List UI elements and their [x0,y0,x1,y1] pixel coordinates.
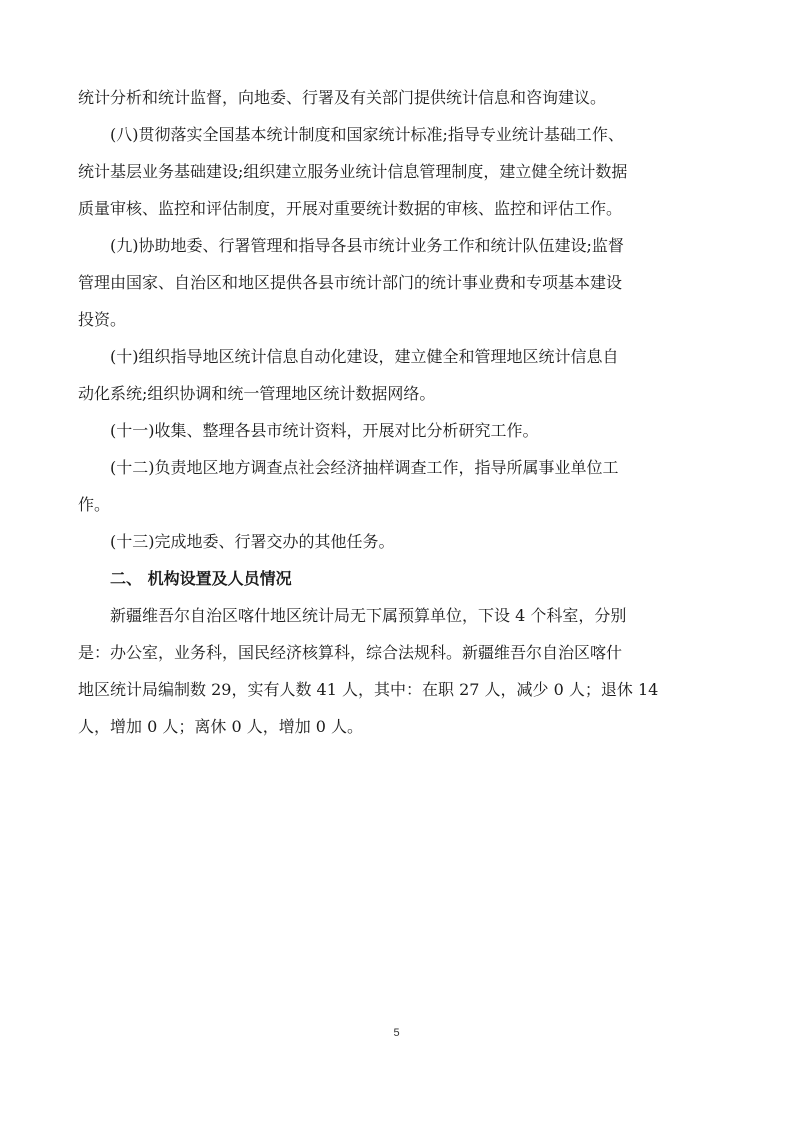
paragraph-line: 人，增加 0 人；离休 0 人，增加 0 人。 [78,717,364,736]
paragraph-line: 质量审核、监控和评估制度，开展对重要统计数据的审核、监控和评估工作。 [78,199,623,218]
section-heading: 二、 机构设置及人员情况 [110,569,292,588]
paragraph-line: 统计分析和统计监督，向地委、行署及有关部门提供统计信息和咨询建议。 [78,88,607,107]
paragraph-line: 动化系统;组织协调和统一管理地区统计数据网络。 [78,384,436,403]
paragraph-line: (十)组织指导地区统计信息自动化建设，建立健全和管理地区统计信息自 [110,347,619,366]
paragraph-line: 新疆维吾尔自治区喀什地区统计局无下属预算单位，下设 4 个科室，分别 [110,606,627,625]
paragraph-line: 管理由国家、自治区和地区提供各县市统计部门的统计事业费和专项基本建设 [78,273,623,292]
paragraph-line: 是：办公室，业务科，国民经济核算科，综合法规科。新疆维吾尔自治区喀什 [78,643,623,662]
paragraph-line: 统计基层业务基础建设;组织建立服务业统计信息管理制度，建立健全统计数据 [78,162,628,181]
paragraph-line: (八)贯彻落实全国基本统计制度和国家统计标准;指导专业统计基础工作、 [110,125,624,144]
paragraph-line: 地区统计局编制数 29，实有人数 41 人，其中：在职 27 人，减少 0 人；退休 14 [78,680,659,699]
paragraph-line: 投资。 [78,310,127,329]
paragraph-line: (十二)负责地区地方调查点社会经济抽样调查工作，指导所属事业单位工 [110,458,619,477]
page-number: 5 [393,1027,400,1039]
paragraph-line: 作。 [78,495,111,514]
paragraph-line: (十三)完成地委、行署交办的其他任务。 [110,532,395,551]
paragraph-line: (十一)收集、整理各县市统计资料，开展对比分析研究工作。 [110,421,539,440]
paragraph-line: (九)协助地委、行署管理和指导各县市统计业务工作和统计队伍建设;监督 [110,236,624,255]
